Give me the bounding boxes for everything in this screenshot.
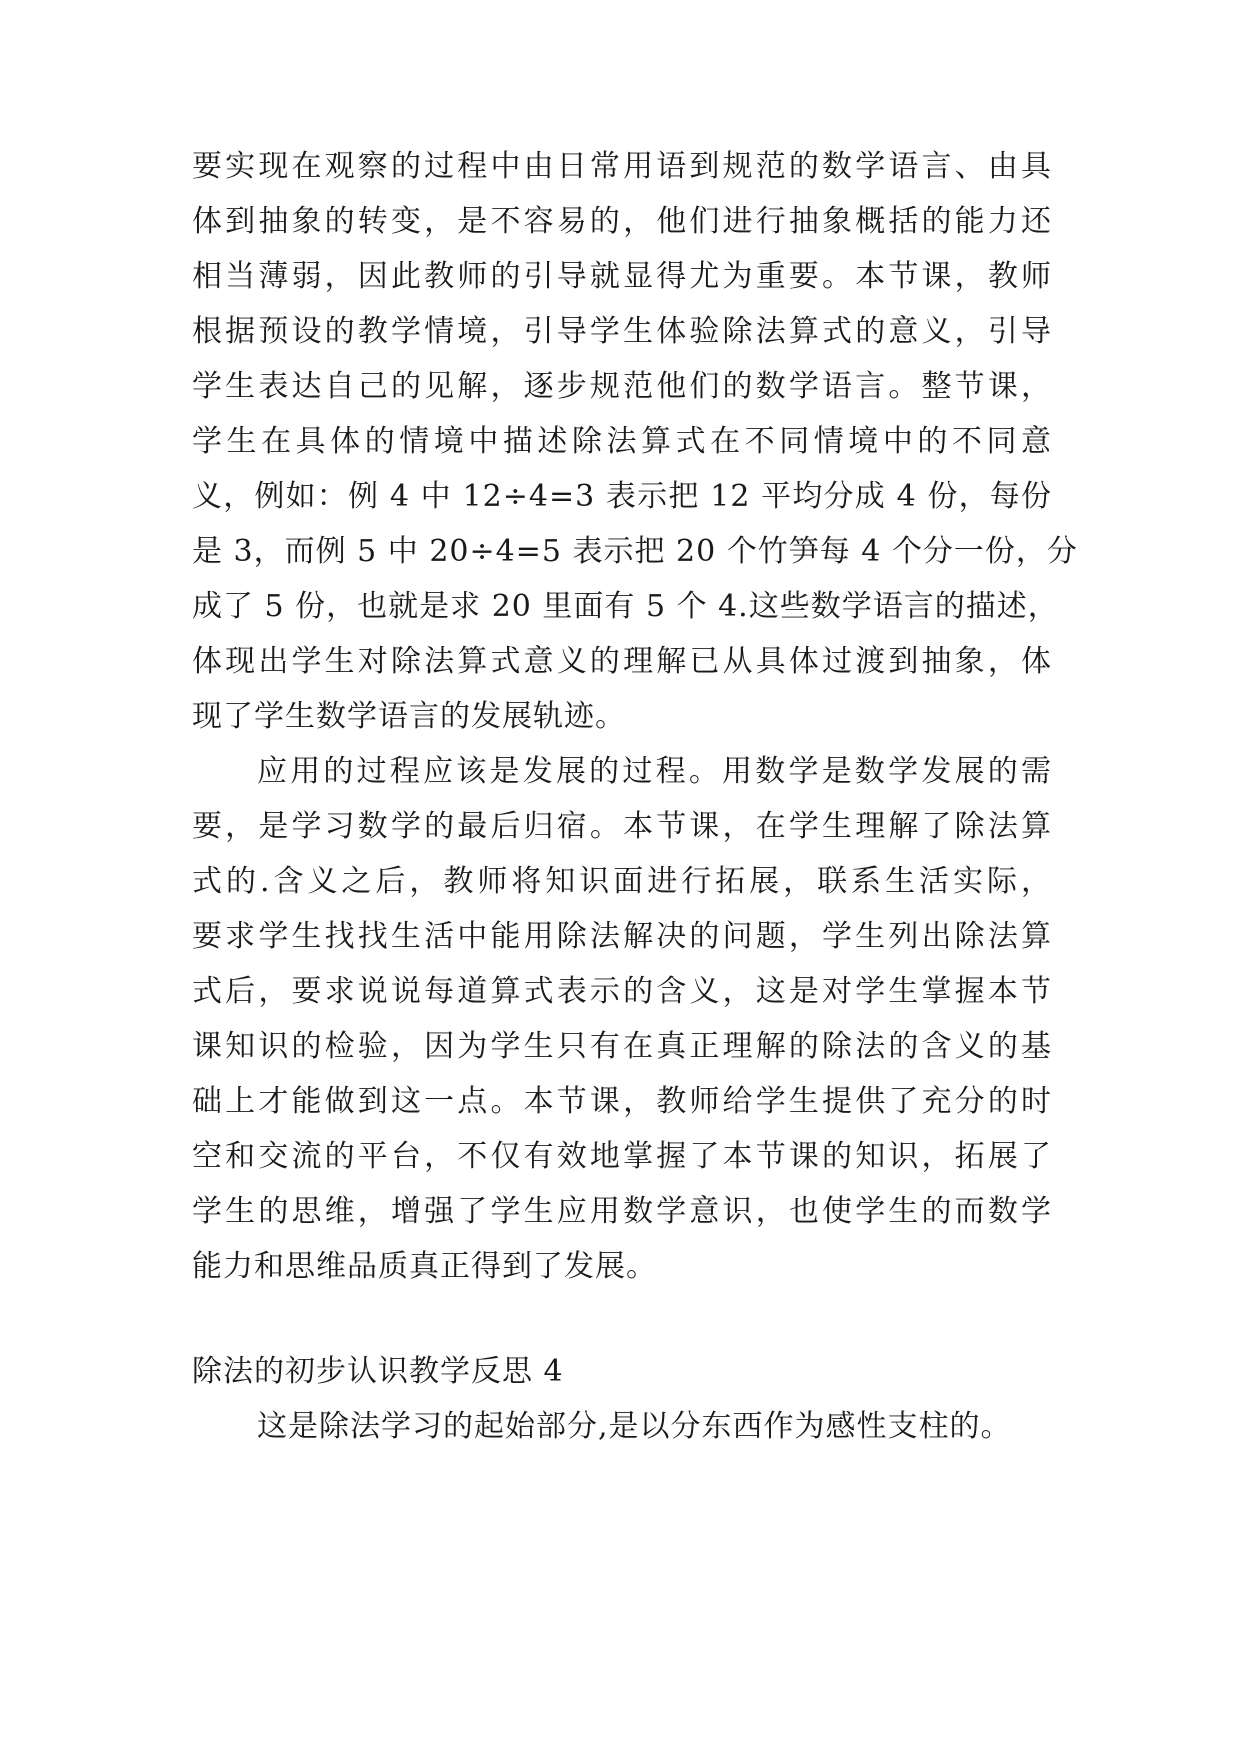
paragraph-line: 是 3，而例 5 中 20÷4=5 表示把 20 个竹笋每 4 个分一份，分 bbox=[192, 534, 1078, 569]
paragraph-line: 体到抽象的转变，是不容易的，他们进行抽象概括的能力还 bbox=[192, 204, 1052, 239]
paragraph-line: 学生表达自己的见解，逐步规范他们的数学语言。整节课， bbox=[192, 369, 1052, 404]
paragraph-line: 学生的思维，增强了学生应用数学意识，也使学生的而数学 bbox=[192, 1194, 1052, 1229]
paragraph-line: 这是除法学习的起始部分,是以分东西作为感性支柱的。 bbox=[257, 1409, 1012, 1444]
paragraph-line: 式后，要求说说每道算式表示的含义，这是对学生掌握本节 bbox=[192, 974, 1052, 1009]
paragraph-line: 义，例如：例 4 中 12÷4=3 表示把 12 平均分成 4 份，每份 bbox=[192, 479, 1052, 514]
paragraph-line: 要求学生找找生活中能用除法解决的问题，学生列出除法算 bbox=[192, 919, 1052, 954]
paragraph-line: 要，是学习数学的最后归宿。本节课，在学生理解了除法算 bbox=[192, 809, 1052, 844]
paragraph-line: 空和交流的平台，不仅有效地掌握了本节课的知识，拓展了 bbox=[192, 1139, 1052, 1174]
paragraph-line: 能力和思维品质真正得到了发展。 bbox=[192, 1249, 657, 1284]
paragraph-line: 应用的过程应该是发展的过程。用数学是数学发展的需 bbox=[257, 754, 1052, 789]
paragraph-line: 式的.含义之后，教师将知识面进行拓展，联系生活实际， bbox=[192, 864, 1052, 899]
paragraph-line: 课知识的检验，因为学生只有在真正理解的除法的含义的基 bbox=[192, 1029, 1052, 1064]
section-heading: 除法的初步认识教学反思 4 bbox=[192, 1354, 564, 1389]
paragraph-line: 相当薄弱，因此教师的引导就显得尤为重要。本节课，教师 bbox=[192, 259, 1052, 294]
paragraph-line: 现了学生数学语言的发展轨迹。 bbox=[192, 699, 626, 734]
paragraph-line: 学生在具体的情境中描述除法算式在不同情境中的不同意 bbox=[192, 424, 1052, 459]
paragraph-line: 体现出学生对除法算式意义的理解已从具体过渡到抽象，体 bbox=[192, 644, 1052, 679]
paragraph-line: 要实现在观察的过程中由日常用语到规范的数学语言、由具 bbox=[192, 149, 1052, 184]
paragraph-line: 成了 5 份，也就是求 20 里面有 5 个 4.这些数学语言的描述， bbox=[192, 589, 1059, 624]
paragraph-line: 根据预设的教学情境，引导学生体验除法算式的意义，引导 bbox=[192, 314, 1052, 349]
paragraph-line: 础上才能做到这一点。本节课，教师给学生提供了充分的时 bbox=[192, 1084, 1052, 1119]
